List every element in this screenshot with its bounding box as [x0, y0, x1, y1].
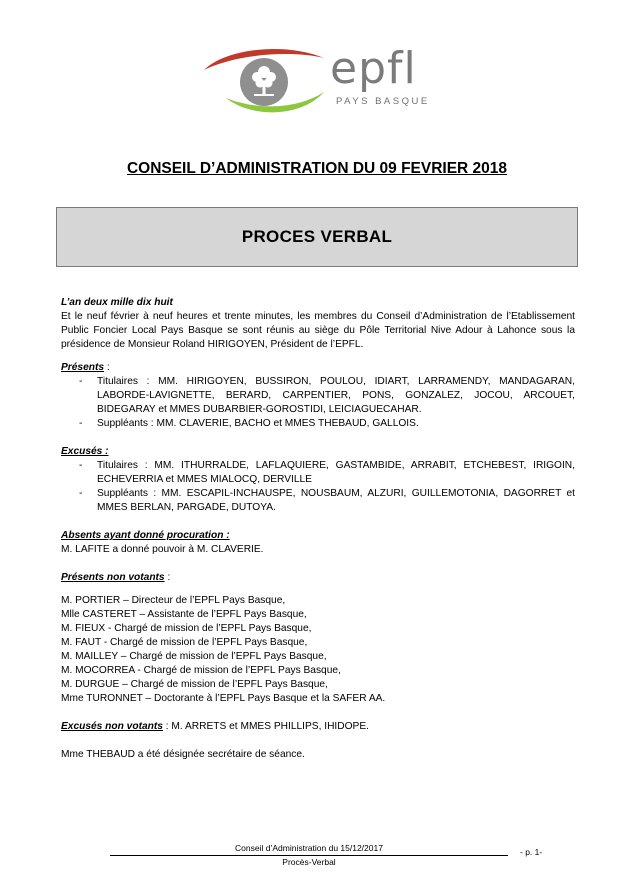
list-item: - Titulaires : MM. ITHURRALDE, LAFLAQUIERE, GASTAMBIDE, ARRABIT, ETCHEBEST, IRIGOIN, ECHEVERRIA et MMES MIALOCQ, DERVILLE — [61, 459, 575, 487]
intro-date-line: L’an deux mille dix huit — [61, 297, 173, 308]
non-votants-heading-label: Présents non votants — [61, 572, 165, 583]
list-item: M. PORTIER – Directeur de l’EPFL Pays Basque, — [61, 595, 286, 606]
document-body — [61, 296, 575, 762]
list-item: M. FAUT - Chargé de mission de l’EPFL Pays Basque, — [61, 637, 308, 648]
epfl-logo — [196, 40, 446, 120]
footer-divider — [110, 855, 508, 856]
intro-paragraph: Et le neuf février à neuf heures et trente minutes, les membres du Conseil d’Administration de l’Etablissement Public Foncier Local Pays Basque se sont réunis au siège du Pôle Territorial Nive Adour à Lahonce sous la présidence de Monsieur Roland HIRIGOYEN, Président de l’EPFL. — [61, 311, 575, 350]
excuses-non-votants-heading: Excusés non votants — [61, 721, 163, 732]
list-item: - Titulaires : MM. HIRIGOYEN, BUSSIRON, POULOU, IDIART, LARRAMENDY, MANDAGARAN, LABORDE-LAVIGNETTE, BERARD, CARPENTIER, PONS, GONZALEZ, JOCOU, ARCOUET, BIDEGARAY et MMES DUBARBIER-GOROSTIDI, LEICIAGUECAHAR. — [61, 375, 575, 417]
epfl-emblem-icon — [196, 40, 336, 120]
excuses-non-votants-text: : M. ARRETS et MMES PHILLIPS, IHIDOPE. — [162, 721, 369, 732]
secretaire-line: Mme THEBAUD a été désignée secrétaire de séance. — [61, 749, 305, 760]
excuses-heading: Excusés : — [61, 446, 109, 457]
logo-subtitle: PAYS BASQUE — [336, 96, 430, 107]
list-item: M. DURGUE – Chargé de mission de l’EPFL Pays Basque, — [61, 679, 328, 690]
list-item: Mme TURONNET – Doctorante à l’EPFL Pays Basque et la SAFER AA. — [61, 693, 386, 704]
list-item: M. MOCORREA - Chargé de mission de l’EPFL Pays Basque, — [61, 665, 341, 676]
excuses-non-votants — [61, 720, 575, 734]
proces-verbal-banner — [56, 207, 578, 267]
list-item: M. MAILLEY – Chargé de mission de l’EPFL Pays Basque, — [61, 651, 327, 662]
presents-heading — [61, 361, 575, 375]
page-title: CONSEIL D’ADMINISTRATION DU 09 FEVRIER 2018 — [126, 160, 508, 177]
procuration-text: M. LAFITE a donné pouvoir à M. CLAVERIE. — [61, 544, 264, 555]
presents-heading-suffix: : — [104, 362, 110, 373]
logo-wordmark: epfl — [330, 43, 417, 94]
non-votants-heading — [61, 571, 575, 585]
procuration-heading: Absents ayant donné procuration : — [61, 530, 230, 541]
presents-heading-label: Présents — [61, 362, 105, 373]
non-votants-heading-suffix: : — [164, 572, 171, 583]
list-item: Mlle CASTERET – Assistante de l’EPFL Pays Basque, — [61, 609, 307, 620]
footer-line1: Conseil d’Administration du 15/12/2017 — [235, 843, 383, 853]
list-item: - Suppléants : MM. ESCAPIL-INCHAUSPE, NOUSBAUM, ALZURI, GUILLEMOTONIA, DAGORRET et MMES BERLAN, PARGADE, DUTOYA. — [61, 487, 575, 515]
footer-line2: Procès-Verbal — [282, 857, 336, 867]
banner-title: PROCES VERBAL — [241, 227, 393, 246]
list-item: - Suppléants : MM. CLAVERIE, BACHO et MMES THEBAUD, GALLOIS. — [61, 417, 575, 431]
page-number: - p. 1- — [520, 847, 543, 857]
list-item: M. FIEUX - Chargé de mission de l’EPFL Pays Basque, — [61, 623, 312, 634]
